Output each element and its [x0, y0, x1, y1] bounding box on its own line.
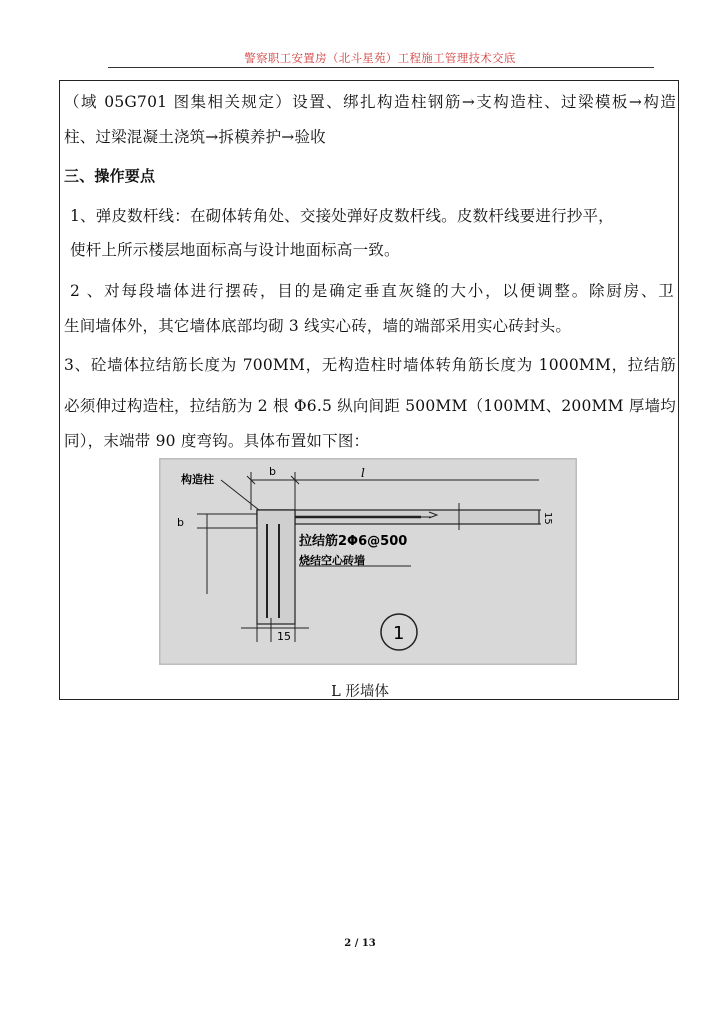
paragraph-line: 3、砼墙体拉结筋长度为 700MM，无构造柱时墙体转角筋长度为 1000MM，拉结筋 [64, 356, 676, 374]
paragraph-line: 同），末端带 90 度弯钩。具体布置如下图： [64, 432, 370, 450]
paragraph-line: 1、弹皮数杆线：在砌体转角处、交接处弹好皮数杆线。皮数杆线要进行抄平， [70, 207, 614, 225]
rebar-label: 拉结筋2Φ6@500 [299, 534, 408, 549]
paragraph-line: 必须伸过构造柱，拉结筋为 2 根 Φ6.5 纵向间距 500MM（100MM、200MM 厚墙均 [64, 397, 676, 415]
page-number: 2 / 13 [344, 938, 376, 949]
paragraph-line: 2 、对每段墙体进行摆砖，目的是确定垂直灰缝的大小，以便调整。除厨房、卫 [70, 282, 674, 300]
paragraph-line: 生间墙体外，其它墙体底部均砌 3 线实心砖，墙的端部采用实心砖封头。 [64, 317, 572, 335]
dim-b-side: b [177, 516, 184, 529]
diagram-svg [159, 458, 577, 665]
section-heading: 三、操作要点 [64, 167, 156, 185]
paragraph-line: 使杆上所示楼层地面标高与设计地面标高一致。 [70, 241, 400, 259]
dim-bottom: 15 [277, 630, 291, 643]
header-rule [108, 67, 654, 68]
wall-vertical [257, 510, 295, 624]
page-header-title: 警察职工安置房（北斗星苑）工程施工管理技术交底 [244, 51, 516, 65]
column-label: 构造柱 [181, 473, 214, 486]
dim-right: 15 [542, 512, 553, 525]
paragraph-line: （域 05G701 图集相关规定）设置、绑扎构造柱钢筋→支构造柱、过梁模板→构造 [64, 93, 676, 111]
detail-number: 1 [393, 623, 405, 644]
l-wall-diagram [159, 458, 577, 665]
dim-b-top: b [269, 465, 276, 478]
figure-caption: L 形墙体 [331, 684, 389, 700]
paragraph-line: 柱、过梁混凝土浇筑→拆模养护→验收 [64, 128, 326, 146]
dim-l: l [361, 466, 365, 480]
diagram-background [159, 458, 577, 665]
wall-label: 烧结空心砖墙 [299, 554, 365, 567]
